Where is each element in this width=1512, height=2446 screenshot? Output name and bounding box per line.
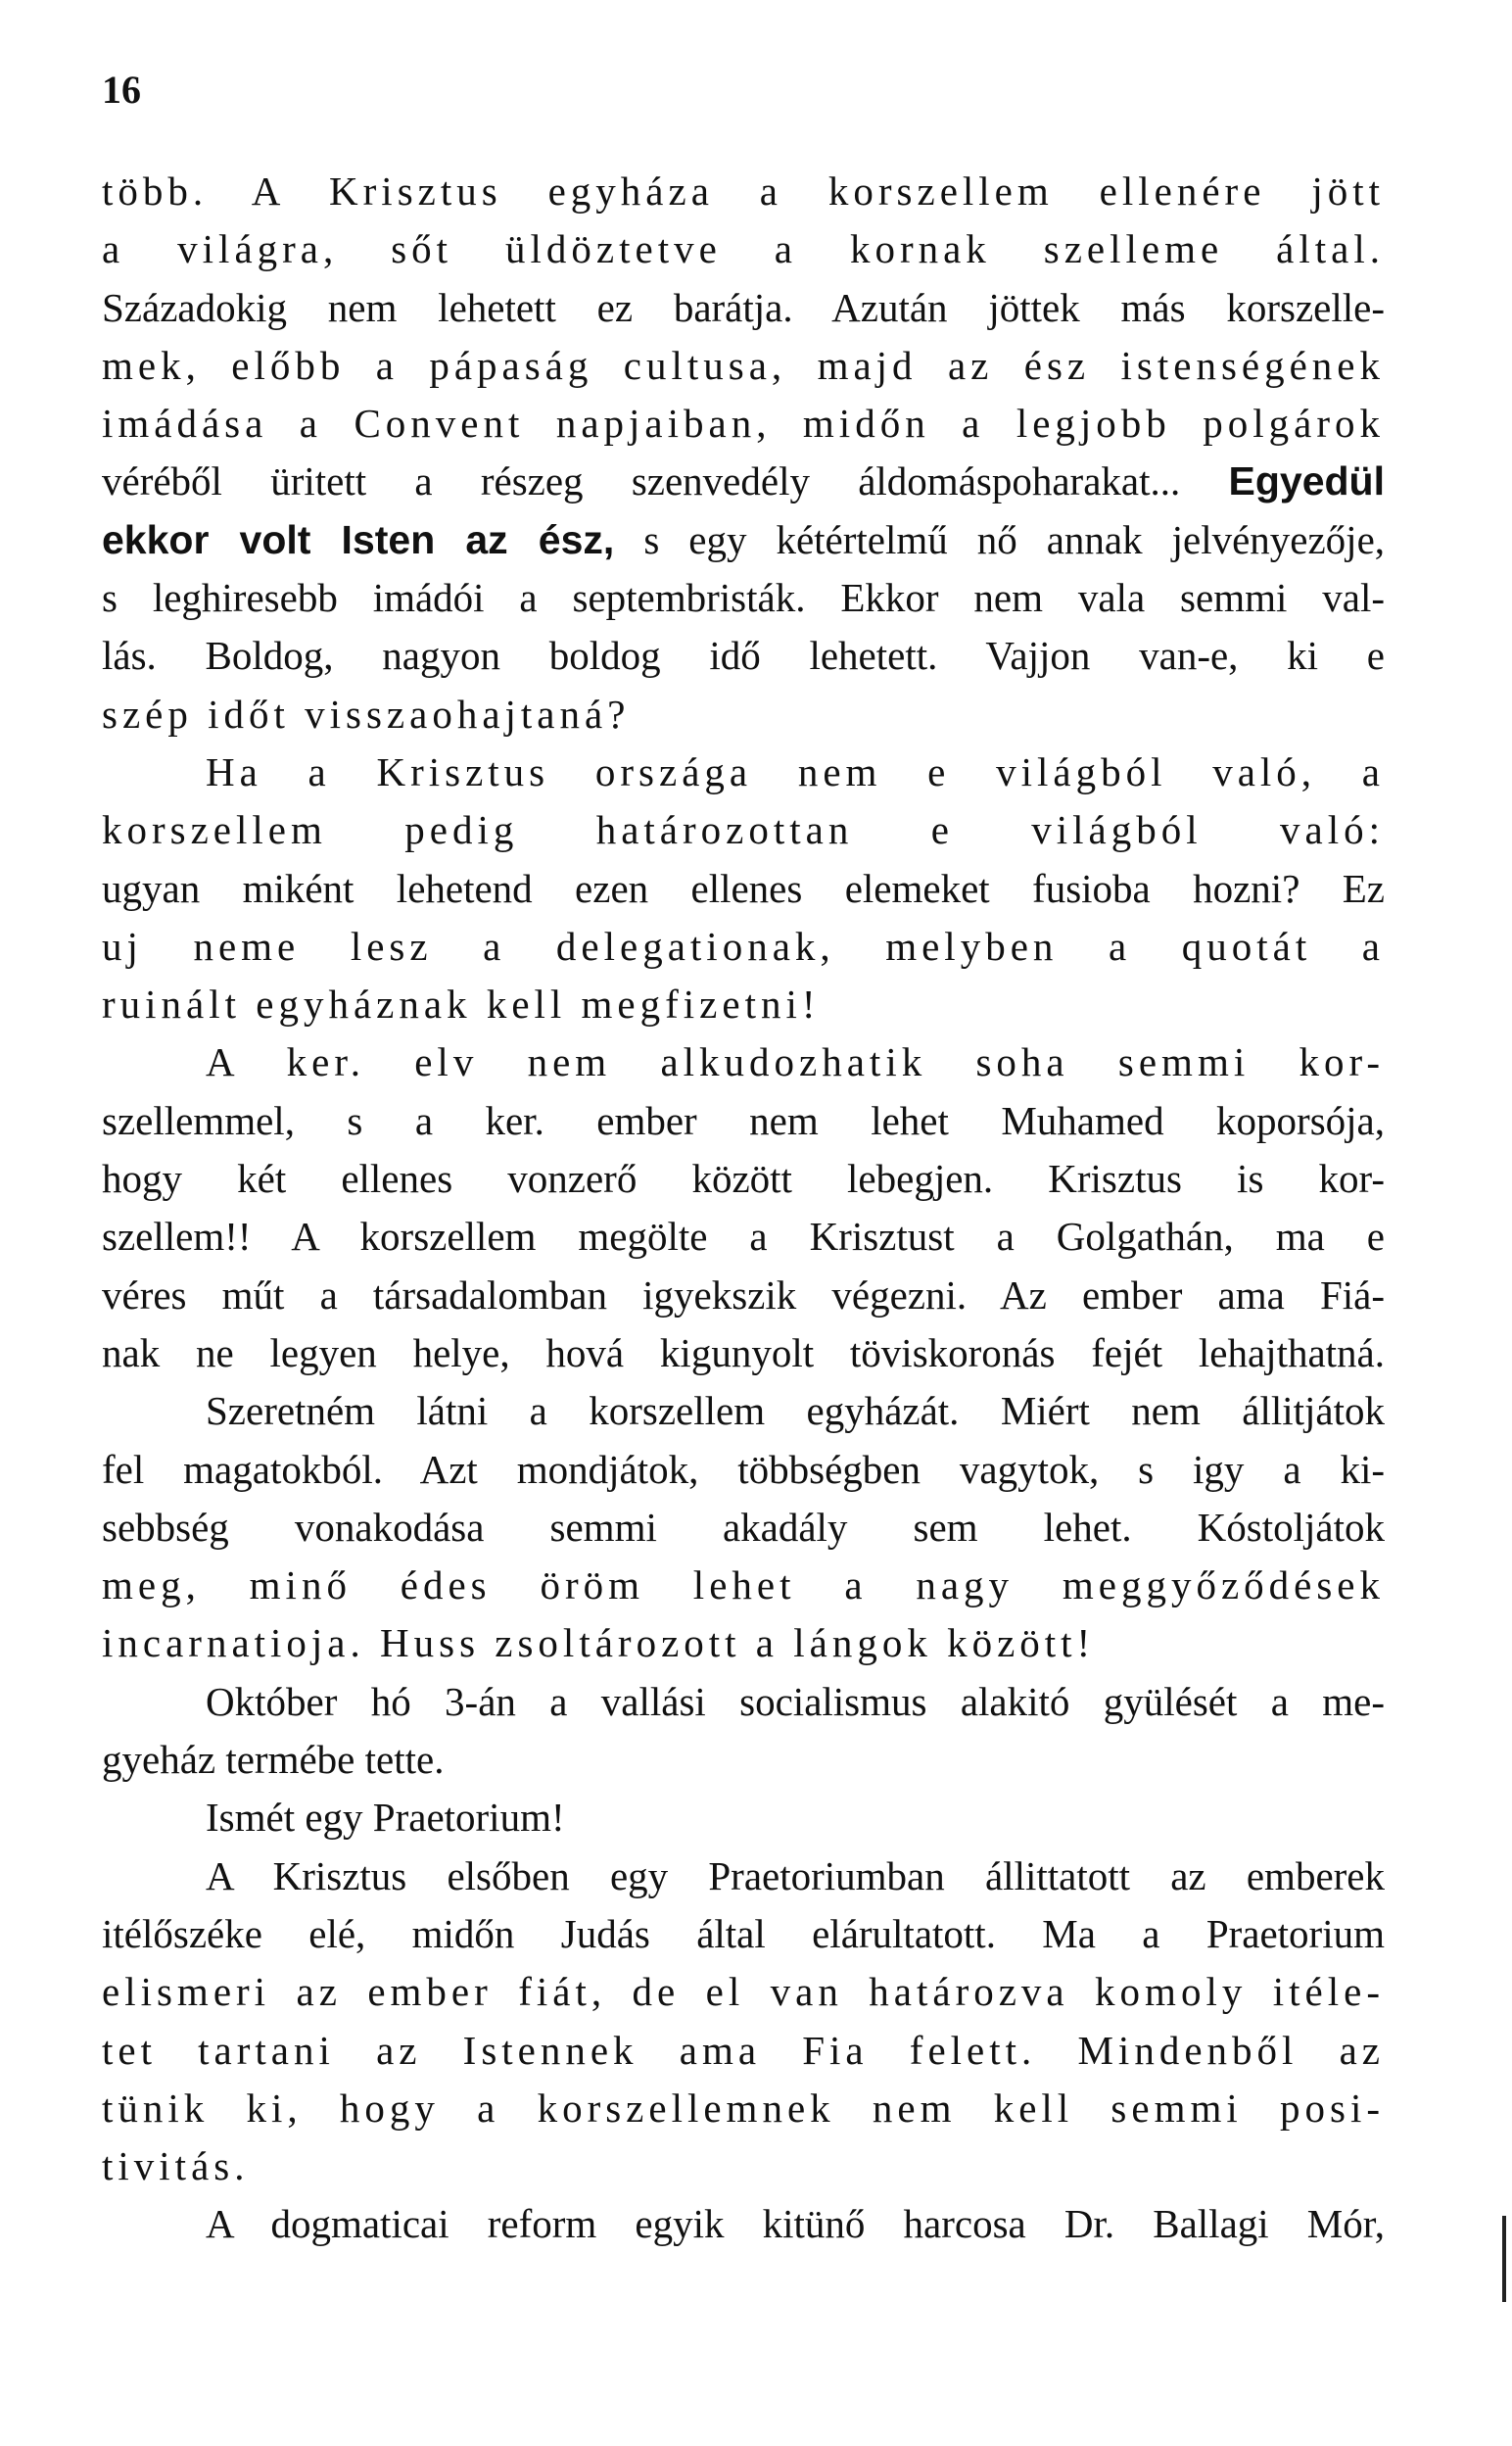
text-line-17: szellemmel, s a ker. ember nem lehet Muhamed koporsója, bbox=[102, 1097, 1385, 1143]
text-line-7-normal: s egy kétértelmű nő annak jelvényezője, bbox=[643, 516, 1386, 562]
text-line-33: tet tartani az Istennek ama Fia felett. Mindenből az bbox=[102, 2027, 1385, 2073]
text-line-4: mek, előbb a pápaság cultusa, majd az ész istenségének bbox=[102, 342, 1385, 388]
text-line-20: véres műt a társadalomban igyekszik végezni. Az ember ama Fiá- bbox=[102, 1271, 1385, 1318]
text-line-34: tünik ki, hogy a korszellemnek nem kell semmi posi- bbox=[102, 2085, 1385, 2131]
text-line-29: Ismét egy Praetorium! bbox=[206, 1795, 565, 1841]
text-line-8: s leghiresebb imádói a septembristák. Ekkor nem vala semmi val- bbox=[102, 575, 1385, 621]
text-line-7 bbox=[102, 511, 1385, 569]
emphasis-ekkor-volt-isten: ekkor volt Isten az ész, bbox=[102, 516, 615, 562]
text-line-15: ruinált egyháznak kell megfizetni! bbox=[102, 982, 821, 1028]
text-line-14: uj neme lesz a delegationak, melyben a quotát a bbox=[102, 923, 1385, 969]
text-line-19: szellem!! A korszellem megölte a Krisztust a Golgathán, ma e bbox=[102, 1214, 1385, 1260]
text-line-1: több. A Krisztus egyháza a korszellem ellenére jött bbox=[102, 168, 1385, 214]
text-line-22: Szeretném látni a korszellem egyházát. Miért nem állitjátok bbox=[206, 1388, 1385, 1434]
text-line-6-normal: véréből üritett a részeg szenvedély áldomáspoharakat... bbox=[102, 458, 1181, 504]
text-line-21: nak ne legyen helye, hová kigunyolt töviskoronás fejét lehajthatná. bbox=[102, 1329, 1385, 1375]
text-line-11: Ha a Krisztus országa nem e világból való, a bbox=[206, 748, 1385, 794]
text-line-32: elismeri az ember fiát, de el van határozva komoly itéle- bbox=[102, 1969, 1385, 2015]
emphasis-egyedul: Egyedül bbox=[1228, 458, 1385, 504]
text-line-9: lás. Boldog, nagyon boldog idő lehetett. Vajjon van-e, ki e bbox=[102, 633, 1385, 679]
text-line-28: gyeház termébe tette. bbox=[102, 1737, 445, 1783]
text-line-5: imádása a Convent napjaiban, midőn a legjobb polgárok bbox=[102, 401, 1385, 447]
text-line-18: hogy két ellenes vonzerő között lebegjen. Krisztus is kor- bbox=[102, 1156, 1385, 1202]
text-line-31: itélőszéke elé, midőn Judás által elárultatott. Ma a Praetorium bbox=[102, 1910, 1385, 1956]
text-line-36: A dogmaticai reform egyik kitünő harcosa Dr. Ballagi Mór, bbox=[206, 2201, 1385, 2247]
text-line-26: incarnatioja. Huss zsoltározott a lángok között! bbox=[102, 1620, 1096, 1666]
text-line-16: A ker. elv nem alkudozhatik soha semmi kor- bbox=[206, 1039, 1385, 1085]
text-line-23: fel magatokból. Azt mondjátok, többségben vagytok, s igy a ki- bbox=[102, 1446, 1385, 1492]
text-line-24: sebbség vonakodása semmi akadály sem lehet. Kóstoljátok bbox=[102, 1504, 1385, 1550]
text-line-25: meg, minő édes öröm lehet a nagy meggyőződések bbox=[102, 1562, 1385, 1608]
text-line-35: tivitás. bbox=[102, 2143, 250, 2189]
text-line-2: a világra, sőt üldöztetve a kornak szelleme által. bbox=[102, 226, 1385, 272]
body-text bbox=[102, 163, 1385, 2254]
text-line-27: Október hó 3-án a vallási socialismus alakitó gyülését a me- bbox=[206, 1678, 1385, 1724]
page-edge-mark bbox=[1502, 2216, 1506, 2302]
text-line-6 bbox=[102, 453, 1385, 510]
text-line-3: Századokig nem lehetett ez barátja. Azután jöttek más korszelle- bbox=[102, 284, 1385, 330]
text-line-12: korszellem pedig határozottan e világból való: bbox=[102, 807, 1385, 853]
page-number: 16 bbox=[102, 68, 141, 112]
text-line-13: ugyan miként lehetend ezen ellenes elemeket fusioba hozni? Ez bbox=[102, 865, 1385, 911]
text-line-10: szép időt visszaohajtaná? bbox=[102, 691, 631, 737]
text-line-30: A Krisztus elsőben egy Praetoriumban állittatott az emberek bbox=[206, 1852, 1385, 1898]
